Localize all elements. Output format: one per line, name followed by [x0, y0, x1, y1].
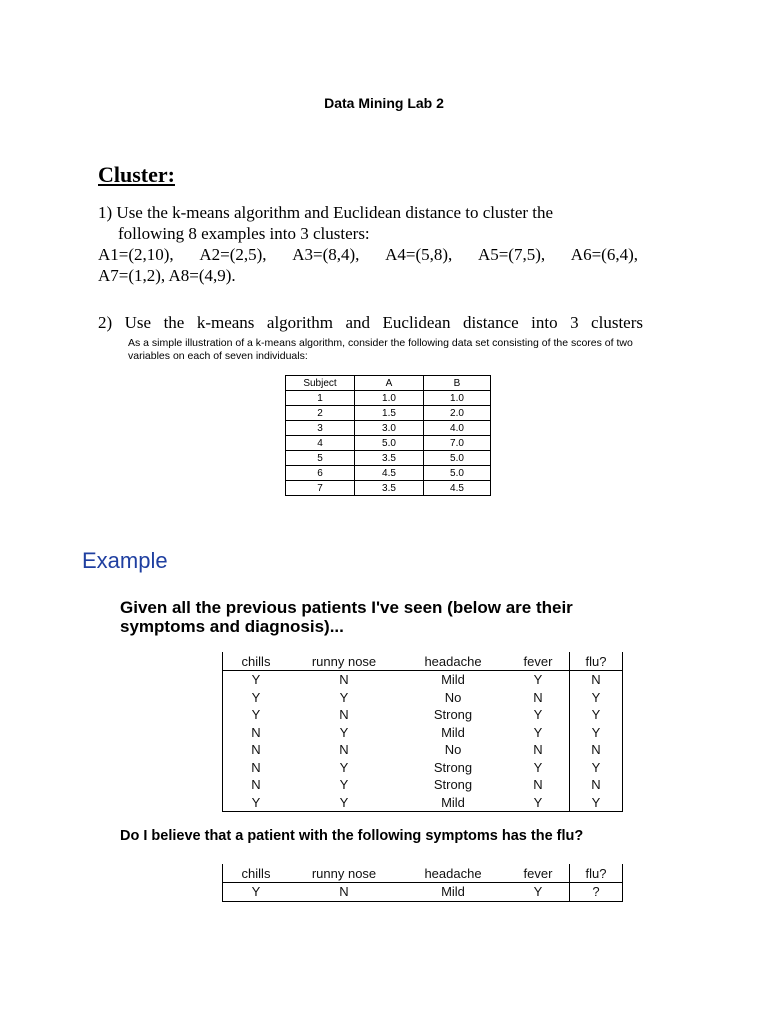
table-cell: 1.5: [355, 406, 424, 421]
table-cell: Y: [533, 707, 543, 723]
table-row: [223, 759, 623, 777]
table-cell: Y: [223, 689, 290, 707]
table-row: [286, 421, 491, 436]
coordinate: A6=(6,4),: [570, 245, 638, 264]
table-cell: 3.5: [355, 451, 424, 466]
table-cell: Y: [223, 794, 290, 812]
coordinate-list: [98, 244, 638, 265]
table-cell: Mild: [399, 883, 507, 902]
table-row: [286, 466, 491, 481]
table-header: runny nose: [289, 652, 399, 671]
page-title: Data Mining Lab 2: [324, 95, 444, 111]
table-cell: 3.0: [355, 421, 424, 436]
flu-question: Do I believe that a patient with the following symptoms has the flu?: [120, 828, 584, 844]
table-cell: 4.5: [355, 466, 424, 481]
table-row: [223, 671, 623, 689]
table-header: runny nose: [289, 864, 399, 883]
table-cell: Y: [339, 777, 349, 793]
table-cell: Y: [533, 724, 543, 740]
table-cell: 7.0: [424, 436, 491, 451]
table-cell: Y: [570, 724, 623, 742]
table-header: fever: [507, 652, 570, 671]
table-header: Subject: [286, 376, 355, 391]
patients-table: [222, 652, 623, 812]
table-cell: Y: [570, 759, 623, 777]
table-cell: Y: [223, 883, 290, 902]
table-cell: 3.5: [355, 481, 424, 496]
table-cell: N: [570, 741, 623, 759]
table-cell: N: [533, 689, 543, 705]
table-cell: Y: [570, 794, 623, 812]
table-cell: N: [533, 742, 543, 758]
table-header: flu?: [570, 652, 623, 671]
table-cell: Mild: [441, 724, 465, 740]
question-1-line-1: 1) Use the k-means algorithm and Euclidean distance to cluster the: [98, 203, 554, 222]
question-2: 2) Use the k-means algorithm and Euclidean distance into 3 clusters: [98, 313, 643, 332]
coordinate: A1=(2,10),: [98, 245, 174, 264]
table-cell: 5: [286, 451, 355, 466]
table-cell: N: [289, 883, 399, 902]
table-row: [223, 776, 623, 794]
table-row: [223, 883, 623, 902]
table-row: [286, 436, 491, 451]
table-cell: Mild: [441, 672, 465, 688]
table-cell: Y: [570, 689, 623, 707]
table-header: headache: [399, 864, 507, 883]
table-cell: Y: [339, 724, 349, 740]
table-cell: 3: [286, 421, 355, 436]
table-cell: N: [533, 777, 543, 793]
table-header: B: [424, 376, 491, 391]
question-1: [98, 202, 658, 286]
table-row: [223, 706, 623, 724]
table-cell: 4.0: [424, 421, 491, 436]
table-cell: 2.0: [424, 406, 491, 421]
table-cell: Y: [289, 794, 399, 812]
table-row: [223, 724, 623, 742]
coordinate: A3=(8,4),: [292, 245, 360, 264]
coordinate: A2=(2,5),: [199, 245, 267, 264]
table-row: [286, 391, 491, 406]
table-cell: Y: [533, 759, 543, 775]
table-cell: N: [570, 776, 623, 794]
table-row: [286, 451, 491, 466]
table-cell: Y: [339, 759, 349, 775]
table-header: chills: [223, 652, 290, 671]
table-cell: N: [223, 759, 290, 777]
table-cell: 2: [286, 406, 355, 421]
table-cell: 1: [286, 391, 355, 406]
table-cell: N: [339, 672, 349, 688]
section-heading: Cluster:: [98, 162, 175, 187]
table-row: [223, 794, 623, 812]
table-cell: N: [223, 724, 290, 742]
table-cell: 4: [286, 436, 355, 451]
table-cell: N: [339, 707, 349, 723]
question-2-description: As a simple illustration of a k-means algorithm, consider the following data set consisting of the scores of two variables on each of seven individuals:: [128, 337, 633, 362]
table-cell: N: [223, 776, 290, 794]
table-cell: N: [339, 742, 349, 758]
table-cell: N: [570, 671, 623, 689]
table-cell: Y: [507, 794, 570, 812]
table-cell: 1.0: [424, 391, 491, 406]
table-cell: Y: [339, 689, 349, 705]
table-row: [223, 689, 623, 707]
table-row: [223, 741, 623, 759]
table-cell: Y: [533, 672, 543, 688]
table-cell: Strong: [433, 777, 473, 793]
subject-scores-table: [285, 375, 491, 496]
table-cell: No: [444, 742, 462, 758]
table-cell: Strong: [433, 759, 473, 775]
table-cell: 4.5: [424, 481, 491, 496]
table-cell: Y: [507, 883, 570, 902]
table-row: [286, 406, 491, 421]
table-cell: 5.0: [424, 451, 491, 466]
given-text: Given all the previous patients I've seen (below are their symptoms and diagnosis)...: [120, 598, 573, 636]
table-cell: 5.0: [355, 436, 424, 451]
table-row: [286, 481, 491, 496]
table-cell: Y: [223, 706, 290, 724]
table-cell: Y: [223, 671, 290, 689]
table-cell: 6: [286, 466, 355, 481]
table-cell: Y: [570, 706, 623, 724]
table-cell: 5.0: [424, 466, 491, 481]
table-cell: N: [223, 741, 290, 759]
table-cell: 7: [286, 481, 355, 496]
table-cell: No: [444, 689, 462, 705]
table-cell: Mild: [399, 794, 507, 812]
coordinate: A4=(5,8),: [385, 245, 453, 264]
table-header: headache: [399, 652, 507, 671]
table-header: fever: [507, 864, 570, 883]
table-header: A: [355, 376, 424, 391]
coordinate: A5=(7,5),: [477, 245, 546, 264]
question-1-line-2: following 8 examples into 3 clusters:: [118, 224, 370, 243]
table-cell: ?: [570, 883, 623, 902]
table-cell: 1.0: [355, 391, 424, 406]
table-header: chills: [223, 864, 290, 883]
query-table: [222, 864, 623, 902]
coordinate-list-row-2: A7=(1,2), A8=(4,9).: [98, 266, 236, 285]
example-heading: Example: [82, 548, 168, 573]
table-header: flu?: [570, 864, 623, 883]
table-cell: Strong: [433, 707, 473, 723]
